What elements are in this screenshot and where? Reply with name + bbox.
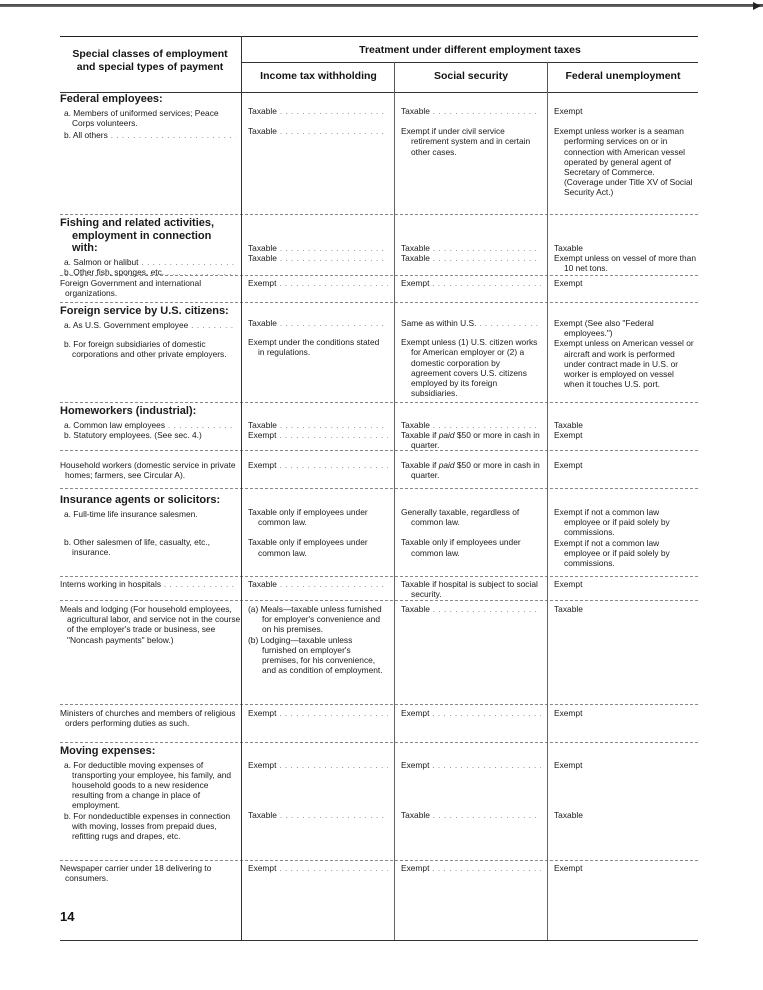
cell-value: Taxable . . . bbox=[248, 318, 388, 328]
cell-value: Taxable . . . bbox=[401, 420, 541, 430]
column-divider bbox=[241, 92, 242, 940]
row-label: Interns working in hospitals . . . bbox=[60, 579, 236, 589]
item-label: a. As U.S. Government employee . . . bbox=[60, 320, 236, 330]
cell-social: Exempt . . . bbox=[401, 863, 541, 873]
header-top-rule bbox=[60, 36, 698, 37]
cell-value: (b) Lodging—taxable unless furnished on employer's premises, for his convenience, and as condition of employment. bbox=[248, 634, 383, 676]
cell-value bbox=[401, 430, 541, 450]
row-meals-lodging bbox=[60, 600, 698, 705]
cell-value: Exempt bbox=[554, 106, 583, 116]
item-label: a. Members of uniformed services; Peace Corps volunteers. bbox=[64, 107, 219, 128]
cell-federal bbox=[554, 318, 696, 389]
cell-value: Taxable . . . bbox=[248, 243, 388, 253]
row-homeworkers bbox=[60, 402, 698, 451]
cell-value: Taxable . . . bbox=[248, 106, 388, 116]
item-label: b. All others . . . bbox=[60, 130, 236, 140]
cell-value: Taxable only if employees under common law. bbox=[401, 537, 521, 558]
row-foreign-service bbox=[60, 302, 698, 403]
header-left-line1: Special classes of employment bbox=[72, 48, 228, 60]
row-label bbox=[60, 304, 236, 359]
cell-value: Taxable . . . bbox=[248, 253, 388, 263]
cell-federal: Taxable bbox=[554, 604, 583, 614]
row-ministers bbox=[60, 704, 698, 743]
row-label bbox=[60, 216, 236, 277]
header-federal-unemployment: Federal unemployment bbox=[565, 70, 681, 82]
cell-value: Taxable bbox=[554, 810, 583, 821]
column-divider bbox=[394, 92, 395, 940]
cell-value: Exempt (See also "Federal employees.") bbox=[554, 318, 654, 339]
cell-income bbox=[248, 106, 388, 136]
cell-federal: Exempt bbox=[554, 863, 583, 873]
group-title: Homeworkers (industrial): bbox=[60, 405, 197, 417]
group-title: Federal employees: bbox=[60, 93, 163, 105]
item-label: b. Other salesmen of life, casualty, etc., insurance. bbox=[64, 536, 211, 557]
cell-value: Exempt if not a common law employee or if paid solely by commissions. bbox=[554, 507, 670, 538]
cell-value: Exempt unless worker is a seaman performing services on or in connection with American vessel operated by general agent of Secretary of Commerce. (Coverage under Title XV of Social Security Act.) bbox=[554, 126, 693, 198]
group-title: Fishing and related activities, employment in connection with: bbox=[60, 217, 215, 254]
cell-value: Taxable . . . bbox=[401, 253, 541, 263]
row-foreign-government bbox=[60, 275, 698, 303]
cell-value: Exempt . . . bbox=[401, 760, 541, 770]
cell-value: Taxable . . . bbox=[401, 106, 541, 116]
cell-income bbox=[248, 318, 388, 358]
cell-social: Taxable . . . bbox=[401, 604, 541, 614]
item-label: b. For nondeductible expenses in connection with moving, losses from prepaid dues, refitting rugs and drapes, etc. bbox=[64, 810, 231, 841]
cell-income: Taxable . . . bbox=[248, 579, 388, 589]
cell-income bbox=[248, 420, 388, 440]
text-emphasis: paid bbox=[438, 430, 455, 441]
header-treatment: Treatment under different employment taxes bbox=[359, 44, 581, 56]
header-income-tax: Income tax withholding bbox=[260, 70, 377, 82]
cell-social bbox=[401, 106, 541, 157]
row-label: Household workers (domestic service in private homes; farmers, see Circular A). bbox=[60, 460, 236, 481]
cell-federal: Exempt bbox=[554, 460, 583, 470]
item-label: b. Other fish, sponges, etc. . . . bbox=[60, 267, 236, 277]
cell-value: Taxable . . . bbox=[248, 126, 388, 136]
row-label bbox=[60, 92, 236, 140]
cell-value: Taxable bbox=[554, 420, 583, 430]
row-label: Ministers of churches and members of religious orders performing duties as such. bbox=[60, 708, 236, 729]
cell-income bbox=[248, 604, 388, 675]
cell-income: Exempt . . . bbox=[248, 278, 388, 288]
cell-value: Generally taxable, regardless of common law. bbox=[401, 507, 520, 528]
cell-federal: Exempt bbox=[554, 579, 583, 589]
row-newspaper-carrier bbox=[60, 860, 698, 941]
row-label: Newspaper carrier under 18 delivering to consumers. bbox=[60, 863, 212, 884]
item-label: a. Full-time life insurance salesmen. bbox=[64, 508, 198, 519]
scan-edge-arrow bbox=[753, 2, 761, 10]
page-number: 14 bbox=[60, 909, 75, 924]
cell-income: Exempt . . . bbox=[248, 863, 388, 873]
cell-social: Exempt . . . bbox=[401, 708, 541, 718]
cell-value: Taxable . . . bbox=[248, 420, 388, 430]
cell-value: (a) Meals—taxable unless furnished for employer's convenience and on his premises. bbox=[248, 604, 382, 635]
row-label: Meals and lodging (For household employees, agricultural labor, and service not in the course of the employer's trade or business, see "Noncash payments" below.) bbox=[60, 604, 241, 645]
cell-value: Taxable bbox=[554, 243, 583, 253]
item-label: a. For deductible moving expenses of transporting your employee, his family, and household goods to a new residence resulting from a change in place of employment. bbox=[64, 759, 232, 811]
cell-value: Exempt . . . bbox=[248, 430, 388, 440]
cell-social: Exempt . . . bbox=[401, 278, 541, 288]
header-special-classes bbox=[60, 48, 240, 74]
cell-income bbox=[248, 760, 388, 820]
item-label: b. For foreign subsidiaries of domestic corporations and other private employers. bbox=[64, 338, 227, 359]
cell-income bbox=[248, 243, 388, 263]
cell-value: Exempt unless (1) U.S. citizen works for American employer or (2) a domestic corporation by agreement covers U.S. citizens employed by its foreign subsidiaries. bbox=[401, 337, 538, 399]
cell-value: Taxable only if employees under common law. bbox=[248, 537, 368, 558]
item-label: a. Salmon or halibut . . . bbox=[60, 257, 236, 267]
cell-value: Exempt unless on American vessel or aircraft and work is performed under contract made in U.S. or worker is employed on vessel when it touches U.S. port. bbox=[554, 338, 694, 390]
row-moving-expenses bbox=[60, 742, 698, 861]
row-label bbox=[60, 493, 236, 557]
column-divider bbox=[547, 92, 548, 940]
group-title: Insurance agents or solicitors: bbox=[60, 494, 221, 506]
cell-federal: Exempt bbox=[554, 708, 583, 718]
cell-federal bbox=[554, 420, 696, 440]
text-part: $50 or more in cash in quarter. bbox=[411, 430, 540, 451]
cell-value: Taxable . . . bbox=[401, 243, 541, 253]
group-title: Foreign service by U.S. citizens: bbox=[60, 305, 229, 317]
cell-value: Exempt if under civil service retirement system and in certain other cases. bbox=[401, 126, 531, 157]
cell-value: Exempt under the conditions stated in regulations. bbox=[248, 337, 380, 358]
cell-social bbox=[401, 318, 541, 398]
cell-social bbox=[401, 420, 541, 451]
text-part: $50 or more in cash in quarter. bbox=[411, 460, 540, 481]
header-treatment-rule bbox=[242, 62, 698, 63]
cell-value: Taxable only if employees under common law. bbox=[248, 507, 368, 528]
row-household-workers bbox=[60, 450, 698, 489]
row-insurance-agents bbox=[60, 488, 698, 577]
row-fishing bbox=[60, 214, 698, 276]
item-label: b. Statutory employees. (See sec. 4.) bbox=[64, 429, 202, 440]
cell-social bbox=[401, 243, 541, 263]
cell-value: Same as within U.S. . . . bbox=[401, 318, 541, 328]
row-federal-employees bbox=[60, 92, 698, 215]
cell-income: Exempt . . . bbox=[248, 460, 388, 470]
group-title: Moving expenses: bbox=[60, 745, 156, 757]
cell-value: Exempt bbox=[554, 760, 583, 770]
cell-value: Exempt . . . bbox=[248, 760, 388, 770]
cell-social bbox=[401, 507, 541, 558]
cell-value: Exempt unless on vessel of more than 10 net tons. bbox=[554, 253, 696, 274]
cell-value: Taxable . . . bbox=[401, 810, 541, 820]
cell-federal bbox=[554, 760, 696, 820]
tax-table-page bbox=[60, 36, 698, 884]
cell-income bbox=[248, 507, 388, 558]
cell-social: Taxable if hospital is subject to social security. bbox=[401, 579, 538, 600]
text-emphasis: paid bbox=[438, 460, 455, 470]
text-part: Taxable if bbox=[401, 460, 439, 470]
row-label: Foreign Government and international organizations. bbox=[60, 278, 202, 299]
text-part: Taxable if bbox=[401, 430, 439, 441]
table-header bbox=[60, 36, 698, 93]
header-left-line2: and special types of payment bbox=[76, 61, 224, 73]
cell-income: Exempt . . . bbox=[248, 708, 388, 718]
cell-federal: Exempt bbox=[554, 278, 583, 288]
row-label bbox=[60, 404, 236, 440]
header-social-security: Social security bbox=[433, 70, 509, 82]
row-interns bbox=[60, 576, 698, 601]
cell-value: Taxable . . . bbox=[248, 810, 388, 820]
cell-social bbox=[401, 460, 551, 480]
cell-value: Exempt bbox=[554, 430, 583, 441]
cell-social bbox=[401, 760, 541, 820]
cell-value: Exempt if not a common law employee or if paid solely by commissions. bbox=[554, 537, 670, 569]
cell-federal bbox=[554, 106, 696, 198]
cell-federal bbox=[554, 507, 696, 568]
item-label: a. Common law employees . . . bbox=[60, 420, 236, 430]
row-label bbox=[60, 744, 236, 841]
cell-federal bbox=[554, 243, 696, 274]
scan-edge-line bbox=[0, 4, 763, 7]
